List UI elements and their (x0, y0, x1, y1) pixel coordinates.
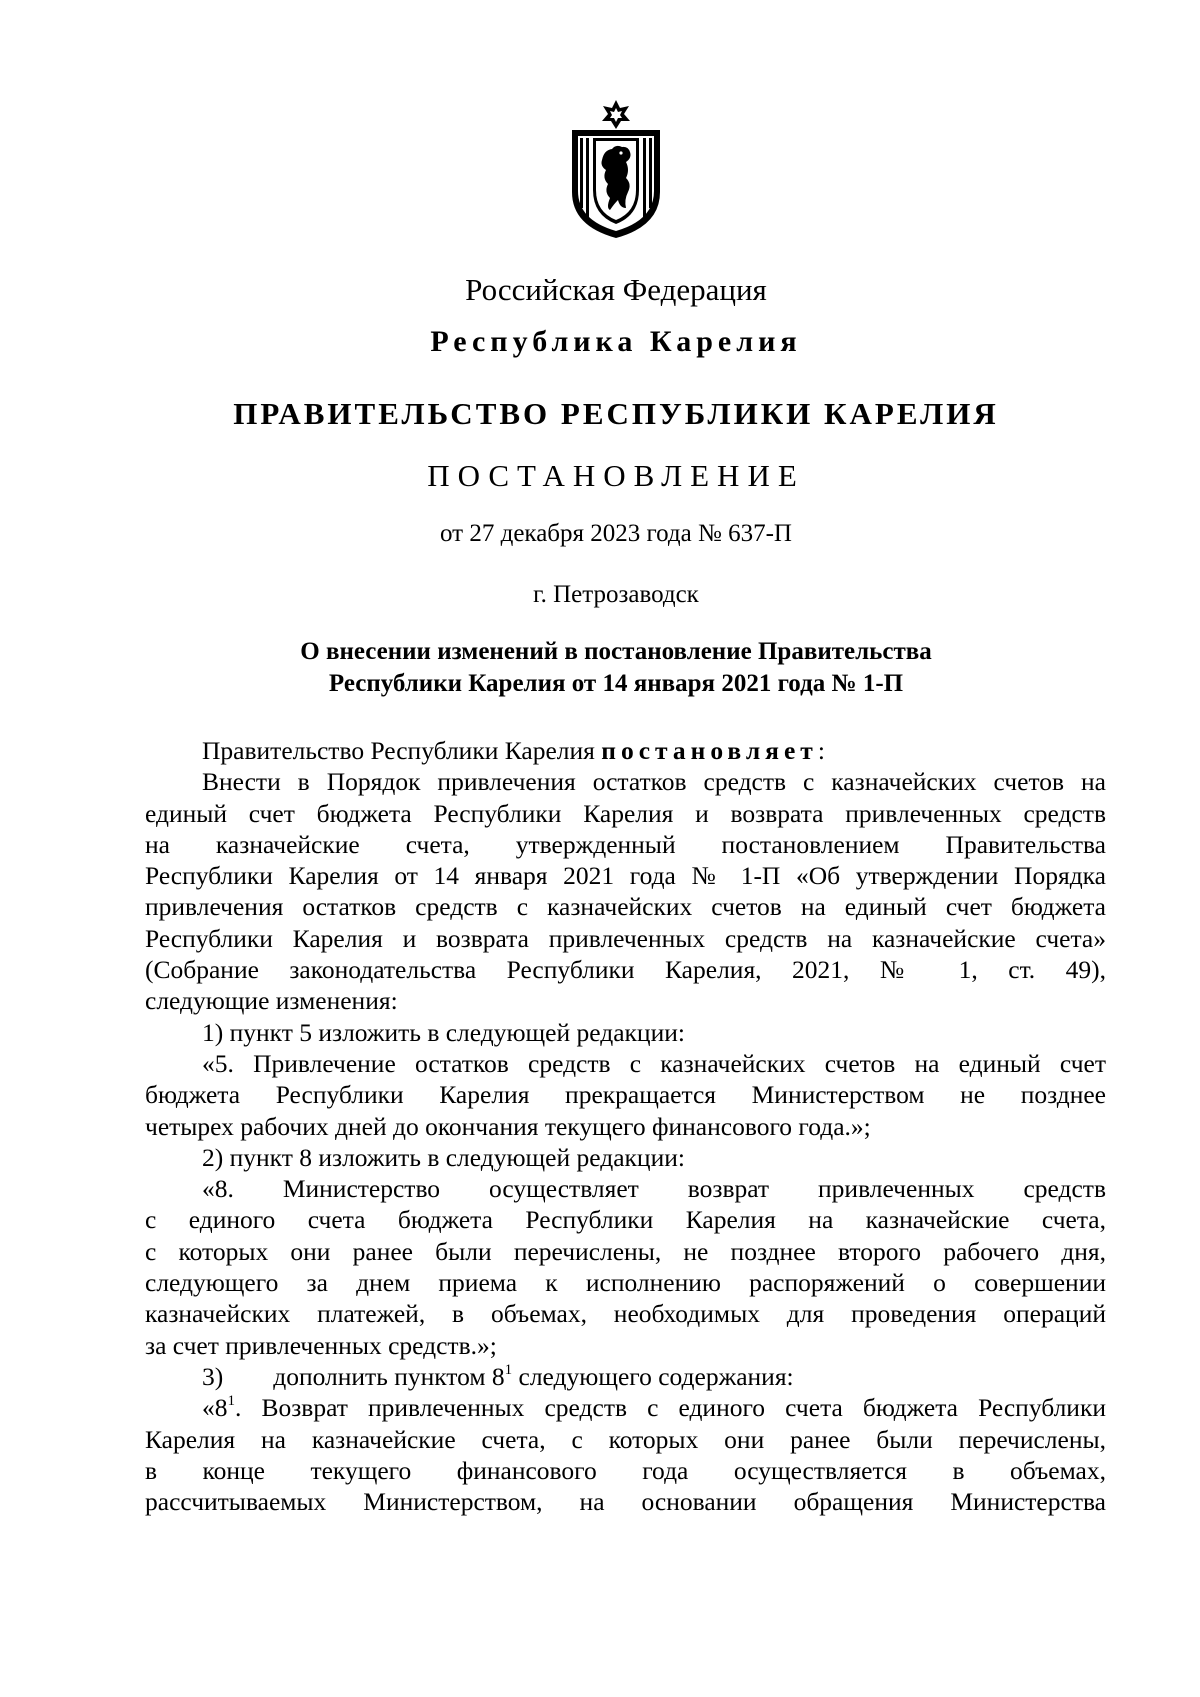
body-line: в конце текущего финансового года осуществляется в объемах, (145, 1455, 1106, 1485)
item-1-heading: 1) пункт 5 изложить в следующей редакции: (202, 1017, 685, 1047)
body-line: Карелия на казначейские счета, с которых они ранее были перечислены, (145, 1424, 1106, 1454)
body-line: на казначейские счета, утвержденный постановлением Правительства (145, 829, 1106, 859)
intro-verb: постановляет (601, 736, 818, 765)
body-line: (Собрание законодательства Республики Карелия, 2021, № 1, ст. 49), (145, 955, 1106, 985)
body-line: за счет привлеченных средств.»; (145, 1330, 497, 1360)
body-line: единый счет бюджета Республики Карелия и возврата привлеченных средств (145, 798, 1106, 828)
body-line: следующего за днем приема к исполнению распоряжений о совершении (145, 1268, 1106, 1298)
body-line: с единого счета бюджета Республики Карелия на казначейские счета, (145, 1205, 1106, 1235)
body-line (145, 1392, 1106, 1423)
body-line: «8. Министерство осуществляет возврат привлеченных средств (202, 1174, 1106, 1204)
body-line: с которых они ранее были перечислены, не позднее второго рабочего дня, (145, 1236, 1106, 1266)
intro-suffix: : (817, 736, 825, 765)
body-line: Республики Карелия и возврата привлеченных средств на казначейские счета» (145, 923, 1106, 953)
body-line: «5. Привлечение остатков средств с казначейских счетов на единый счет (202, 1048, 1106, 1078)
subject-line: Республики Карелия от 14 января 2021 года № 1-П (328, 670, 904, 697)
document-city: г. Петрозаводск (533, 581, 699, 608)
item-3-number: 3) (202, 1361, 224, 1391)
subject-line: О внесении изменений в постановление Правительства (300, 638, 932, 665)
item-3-superscript: 1 (504, 1361, 513, 1378)
body-line: следующие изменения: (145, 986, 398, 1016)
intro-paragraph (145, 735, 1106, 766)
body-line: казначейских платежей, в объемах, необходимых для проведения операций (145, 1299, 1106, 1329)
body-line: привлечения остатков средств с казначейских счетов на единый счет бюджета (145, 892, 1106, 922)
republic-heading: Республика Карелия (430, 325, 802, 358)
karelia-coat-of-arms-icon (566, 100, 666, 240)
intro-text: Правительство Республики Карелия (202, 736, 602, 765)
document-subject (0, 636, 1200, 700)
government-heading: ПРАВИТЕЛЬСТВО РЕСПУБЛИКИ КАРЕЛИЯ (233, 396, 999, 431)
item-3-quote-start: «8 (202, 1393, 228, 1423)
document-type-heading: ПОСТАНОВЛЕНИЕ (427, 458, 805, 493)
item-3-quote-rest: . Возврат привлеченных средств с единого счета бюджета Республики (235, 1393, 1106, 1423)
body-line: Республики Карелия от 14 января 2021 года № 1-П «Об утверждении Порядка (145, 861, 1106, 891)
item-3-quote-superscript: 1 (227, 1393, 235, 1410)
federation-heading: Российская Федерация (465, 272, 767, 307)
body-line: Внести в Порядок привлечения остатков средств с казначейских счетов на (202, 767, 1106, 797)
body-line: четырех рабочих дней до окончания текущего финансового года.»; (145, 1111, 871, 1141)
document-body (145, 735, 1106, 1517)
item-3-heading (145, 1361, 1106, 1392)
item-3-text: дополнить пунктом 8 (273, 1361, 505, 1391)
body-line: рассчитываемых Министерством, на основании обращения Министерства (145, 1487, 1106, 1517)
body-line: бюджета Республики Карелия прекращается Министерством не позднее (145, 1080, 1106, 1110)
item-3-text-end: следующего содержания: (512, 1361, 794, 1391)
document-date-number: от 27 декабря 2023 года № 637-П (440, 520, 792, 547)
item-2-heading: 2) пункт 8 изложить в следующей редакции: (202, 1142, 685, 1172)
